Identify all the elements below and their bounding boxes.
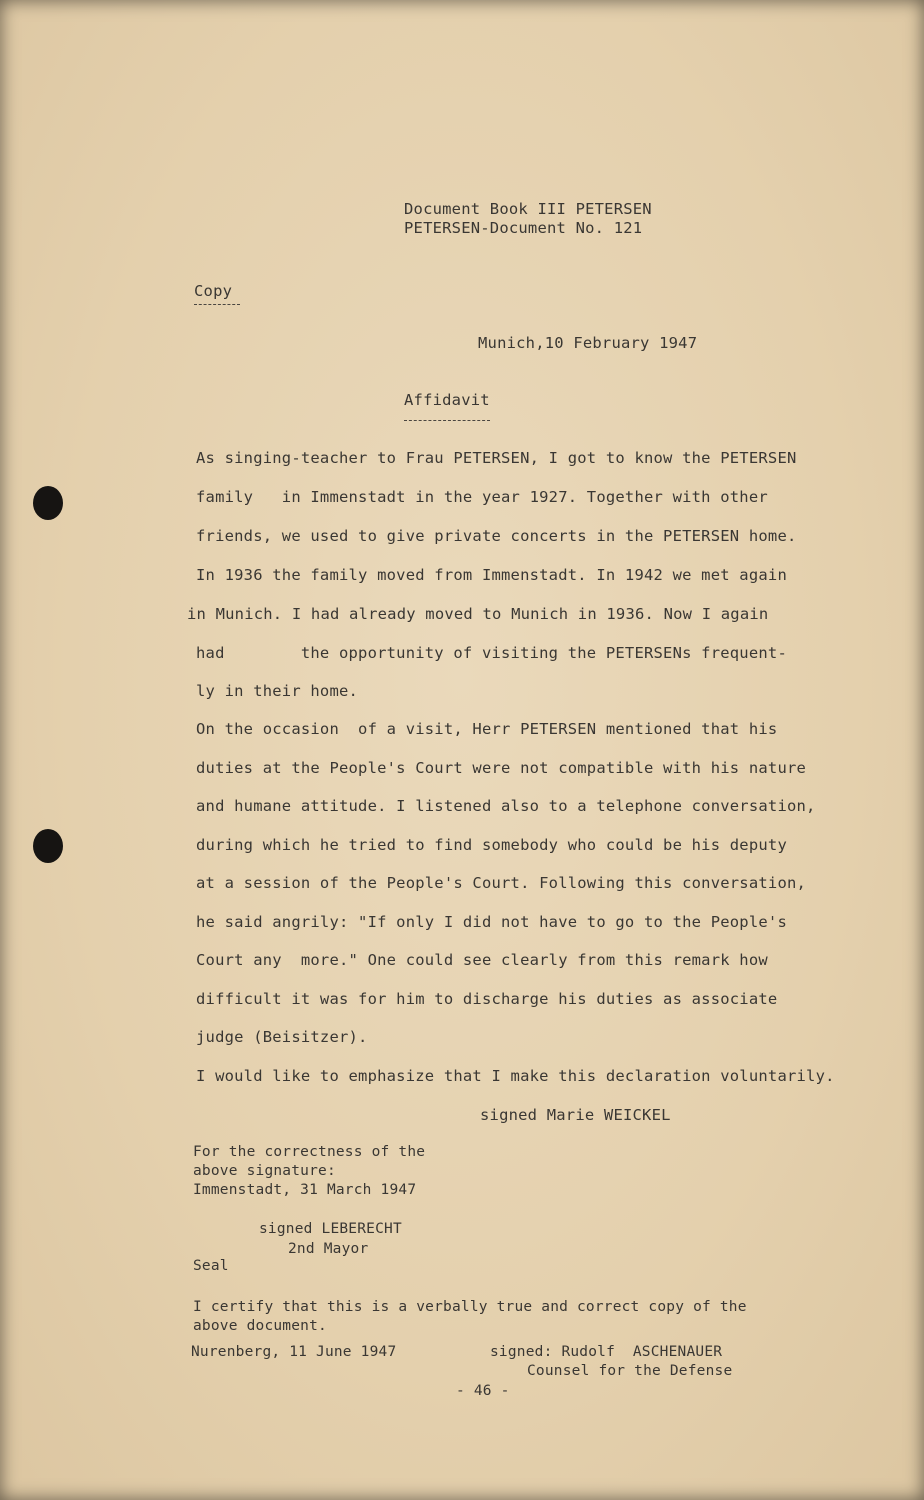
copy-underline [194, 304, 240, 305]
copy-label: Copy [194, 282, 233, 300]
place-date: Nurenberg, 11 June 1947 [191, 1344, 397, 1360]
counsel-signature: signed: Rudolf ASCHENAUER [490, 1344, 723, 1360]
title-underline [404, 420, 490, 421]
body-line-9: duties at the People's Court were not compatible with his nature [196, 759, 807, 777]
body-line-10: and humane attitude. I listened also to a telephone conversation, [196, 797, 816, 815]
body-line-11: during which he tried to find somebody who could be his deputy [196, 836, 787, 854]
body-line-3: friends, we used to give private concerts in the PETERSEN home. [196, 527, 797, 545]
body-line-16: judge (Beisitzer). [196, 1028, 368, 1046]
counsel-title: Counsel for the Defense [527, 1363, 733, 1379]
body-line-6: had the opportunity of visiting the PETERSENs frequent- [196, 644, 787, 662]
body-line-4: In 1936 the family moved from Immenstadt. In 1942 we met again [196, 566, 787, 584]
body-line-1: As singing-teacher to Frau PETERSEN, I got to know the PETERSEN [196, 449, 797, 467]
body-line-14: Court any more." One could see clearly from this remark how [196, 951, 768, 969]
affiant-signature: signed Marie WEICKEL [480, 1106, 671, 1124]
certify-line-1: I certify that this is a verbally true and correct copy of the [193, 1299, 747, 1315]
certification-line-3: Immenstadt, 31 March 1947 [193, 1182, 417, 1198]
header-line-1: Document Book III PETERSEN [404, 200, 652, 218]
body-line-7: ly in their home. [196, 682, 359, 700]
certify-line-2: above document. [193, 1318, 327, 1334]
punch-hole-bottom [33, 829, 63, 863]
certification-line-1: For the correctness of the [193, 1144, 426, 1160]
body-line-8: On the occasion of a visit, Herr PETERSEN mentioned that his [196, 720, 778, 738]
page-number: - 46 - [456, 1383, 510, 1399]
body-line-17: I would like to emphasize that I make this declaration voluntarily. [196, 1067, 835, 1085]
body-line-5: in Munich. I had already moved to Munich in 1936. Now I again [187, 605, 769, 623]
body-line-2: family in Immenstadt in the year 1927. Together with other [196, 488, 768, 506]
body-line-15: difficult it was for him to discharge his duties as associate [196, 990, 778, 1008]
seal-label: Seal [193, 1258, 229, 1274]
document-title: Affidavit [404, 391, 490, 409]
certification-line-2: above signature: [193, 1163, 336, 1179]
document-date: Munich,10 February 1947 [478, 334, 698, 352]
body-line-12: at a session of the People's Court. Following this conversation, [196, 874, 807, 892]
punch-hole-top [33, 486, 63, 520]
body-line-13: he said angrily: "If only I did not have to go to the People's [196, 913, 787, 931]
header-line-2: PETERSEN-Document No. 121 [404, 219, 643, 237]
mayor-title: 2nd Mayor [288, 1241, 369, 1257]
mayor-signature: signed LEBERECHT [259, 1221, 402, 1237]
